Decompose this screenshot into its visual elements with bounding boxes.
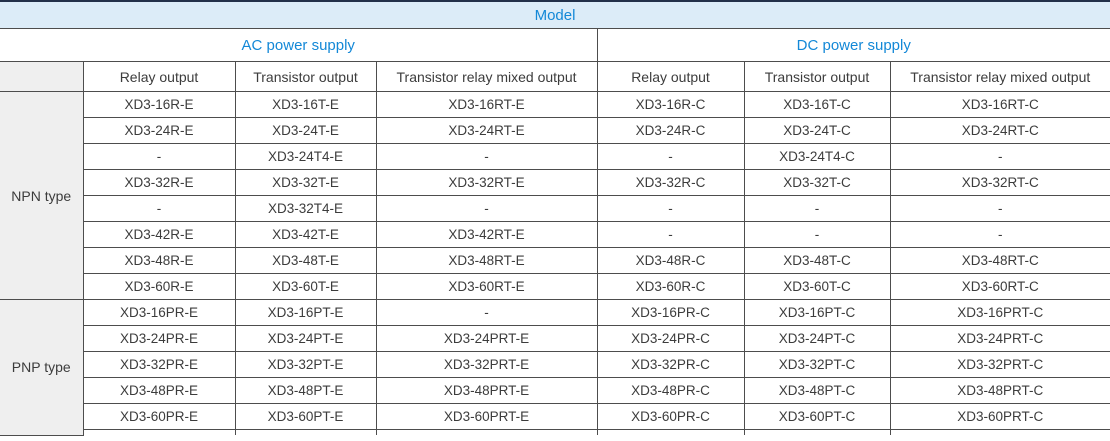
- model-cell: XD3-60T-E: [235, 274, 376, 300]
- model-table-row: [0, 352, 1110, 378]
- empty-model-cell: -: [597, 196, 744, 222]
- model-table-row: [0, 144, 1110, 170]
- empty-model-cell: -: [890, 196, 1110, 222]
- model-cell: XD3-32PR-E: [83, 352, 235, 378]
- model-table-row: [0, 300, 1110, 326]
- model-cell: XD3-42R-E: [83, 222, 235, 248]
- model-cell: XD3-24PRT-C: [890, 326, 1110, 352]
- model-cell: XD3-42T-E: [235, 222, 376, 248]
- model-table-row: [0, 248, 1110, 274]
- model-table-row: [0, 92, 1110, 118]
- column-header-row: [0, 62, 1110, 92]
- group-dc-power-supply: DC power supply: [597, 29, 1110, 62]
- model-cell: XD3-24PT-C: [744, 326, 890, 352]
- model-cell: XD3-48PR-C: [597, 378, 744, 404]
- cutoff-row-cell: [83, 430, 235, 436]
- model-cell: XD3-60PT-C: [744, 404, 890, 430]
- model-table-row: [0, 274, 1110, 300]
- empty-model-cell: -: [890, 144, 1110, 170]
- model-cell: XD3-60PR-C: [597, 404, 744, 430]
- model-cell: XD3-16T-E: [235, 92, 376, 118]
- empty-model-cell: -: [744, 196, 890, 222]
- model-cell: XD3-24T4-C: [744, 144, 890, 170]
- model-cell: XD3-60PT-E: [235, 404, 376, 430]
- model-cell: XD3-32PRT-E: [376, 352, 597, 378]
- model-cell: XD3-32T-E: [235, 170, 376, 196]
- model-cell: XD3-16RT-C: [890, 92, 1110, 118]
- empty-model-cell: -: [376, 300, 597, 326]
- model-cell: XD3-60R-C: [597, 274, 744, 300]
- col-header-ac-transistor-relay-mixed-output: Transistor relay mixed output: [376, 62, 597, 92]
- empty-model-cell: -: [83, 196, 235, 222]
- model-table-row: [0, 404, 1110, 430]
- row-section-label-pnp-type: PNP type: [0, 300, 83, 436]
- model-cell: XD3-60PRT-C: [890, 404, 1110, 430]
- model-cell: XD3-60RT-C: [890, 274, 1110, 300]
- cutoff-row-cell: [376, 430, 597, 436]
- empty-model-cell: -: [890, 222, 1110, 248]
- table-title-row: [0, 1, 1110, 29]
- model-cell: XD3-48PRT-E: [376, 378, 597, 404]
- model-cell: XD3-48RT-E: [376, 248, 597, 274]
- table-title: Model: [0, 1, 1110, 29]
- empty-model-cell: -: [597, 144, 744, 170]
- model-cell: XD3-24RT-C: [890, 118, 1110, 144]
- cutoff-row: [0, 430, 1110, 436]
- model-cell: XD3-48T-C: [744, 248, 890, 274]
- model-cell: XD3-48RT-C: [890, 248, 1110, 274]
- model-cell: XD3-32RT-E: [376, 170, 597, 196]
- model-cell: XD3-60RT-E: [376, 274, 597, 300]
- model-cell: XD3-48PT-C: [744, 378, 890, 404]
- model-cell: XD3-24T-C: [744, 118, 890, 144]
- model-cell: XD3-24PRT-E: [376, 326, 597, 352]
- row-section-label-npn-type: NPN type: [0, 92, 83, 300]
- model-cell: XD3-48PR-E: [83, 378, 235, 404]
- model-table-row: [0, 222, 1110, 248]
- model-cell: XD3-60PR-E: [83, 404, 235, 430]
- model-cell: XD3-32PT-C: [744, 352, 890, 378]
- col-header-ac-relay-output: Relay output: [83, 62, 235, 92]
- model-cell: XD3-48R-C: [597, 248, 744, 274]
- model-cell: XD3-32R-C: [597, 170, 744, 196]
- cutoff-row-cell: [744, 430, 890, 436]
- model-cell: XD3-48R-E: [83, 248, 235, 274]
- power-supply-group-row: [0, 29, 1110, 62]
- model-cell: XD3-16PR-C: [597, 300, 744, 326]
- model-cell: XD3-16PR-E: [83, 300, 235, 326]
- model-cell: XD3-32PRT-C: [890, 352, 1110, 378]
- model-table-row: [0, 118, 1110, 144]
- cutoff-row-cell: [597, 430, 744, 436]
- cutoff-row-cell: [235, 430, 376, 436]
- model-cell: XD3-32PT-E: [235, 352, 376, 378]
- model-cell: XD3-24R-E: [83, 118, 235, 144]
- model-cell: XD3-16PT-E: [235, 300, 376, 326]
- model-cell: XD3-32R-E: [83, 170, 235, 196]
- model-table-row: [0, 196, 1110, 222]
- model-cell: XD3-24T4-E: [235, 144, 376, 170]
- model-cell: XD3-32T4-E: [235, 196, 376, 222]
- model-cell: XD3-16R-E: [83, 92, 235, 118]
- empty-model-cell: -: [744, 222, 890, 248]
- model-cell: XD3-24PR-C: [597, 326, 744, 352]
- model-cell: XD3-24PR-E: [83, 326, 235, 352]
- col-header-dc-relay-output: Relay output: [597, 62, 744, 92]
- model-table-row: [0, 326, 1110, 352]
- model-cell: XD3-16R-C: [597, 92, 744, 118]
- model-cell: XD3-16PT-C: [744, 300, 890, 326]
- model-cell: XD3-24T-E: [235, 118, 376, 144]
- model-cell: XD3-48T-E: [235, 248, 376, 274]
- col-header-ac-transistor-output: Transistor output: [235, 62, 376, 92]
- col-header-dc-transistor-relay-mixed-output: Transistor relay mixed output: [890, 62, 1110, 92]
- model-cell: XD3-32PR-C: [597, 352, 744, 378]
- model-cell: XD3-48PT-E: [235, 378, 376, 404]
- model-cell: XD3-60R-E: [83, 274, 235, 300]
- col-header-dc-transistor-output: Transistor output: [744, 62, 890, 92]
- model-cell: XD3-60T-C: [744, 274, 890, 300]
- empty-model-cell: -: [83, 144, 235, 170]
- group-ac-power-supply: AC power supply: [0, 29, 597, 62]
- model-cell: XD3-24RT-E: [376, 118, 597, 144]
- model-cell: XD3-24PT-E: [235, 326, 376, 352]
- empty-model-cell: -: [376, 196, 597, 222]
- model-cell: XD3-16RT-E: [376, 92, 597, 118]
- model-cell: XD3-16PRT-C: [890, 300, 1110, 326]
- model-cell: XD3-32T-C: [744, 170, 890, 196]
- model-table-row: [0, 170, 1110, 196]
- row-header-spacer: [0, 62, 83, 92]
- model-cell: XD3-24R-C: [597, 118, 744, 144]
- model-cell: XD3-42RT-E: [376, 222, 597, 248]
- cutoff-row-cell: [890, 430, 1110, 436]
- model-cell: XD3-60PRT-E: [376, 404, 597, 430]
- model-cell: XD3-48PRT-C: [890, 378, 1110, 404]
- empty-model-cell: -: [597, 222, 744, 248]
- model-cell: XD3-32RT-C: [890, 170, 1110, 196]
- model-table-row: [0, 378, 1110, 404]
- empty-model-cell: -: [376, 144, 597, 170]
- model-cell: XD3-16T-C: [744, 92, 890, 118]
